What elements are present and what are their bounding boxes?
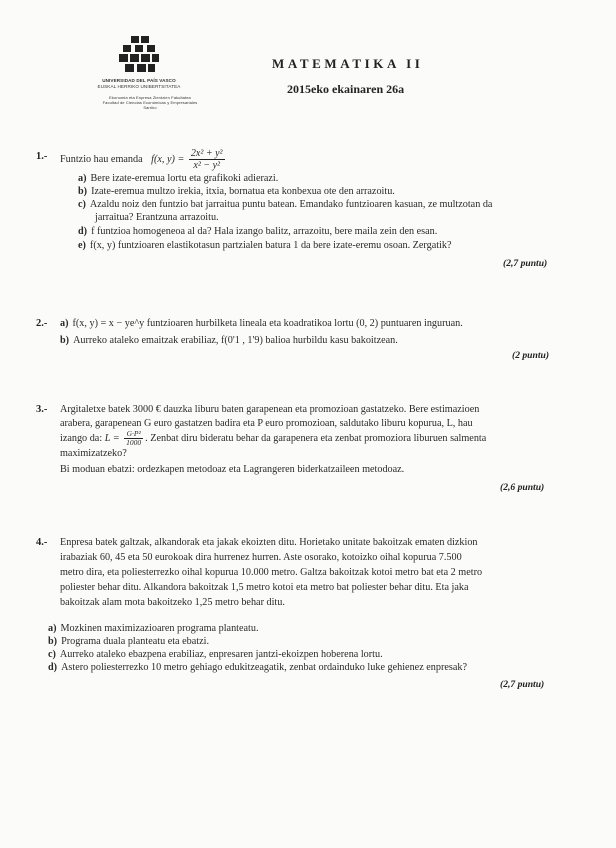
problem-1-function-denominator: x² − y² <box>193 160 221 171</box>
problem-1-intro: Funtzio hau emanda <box>60 153 143 165</box>
problem-4-line: poliester behar ditu. Alkandora bakoitzak 1,5 metro kotoi eta metro bat poliester behar ditu. Eta jaka <box>60 582 469 593</box>
problem-1-item-continuation: jarraitua? Erantzuna arrazoitu. <box>95 212 219 223</box>
problem-4-item: b) Programa duala planteatu eta ebatzi. <box>48 636 209 647</box>
problem-1-item: d) f funtzioa homogeneoa al da? Hala izango balitz, arrazoitu, bere maila zein den esan. <box>78 226 438 237</box>
problem-3-line: maximizatzeko? <box>60 448 127 459</box>
problem-3-line: Argitaletxe batek 3000 € dauzka liburu baten garapenean eta promozioan gastatzeko. Bere estimazioen <box>60 404 480 415</box>
problem-4-line: metro dira, eta poliesterrezko oihal kopurua 10.000 metro. Galtza bakoitzak kotoi metro bat eta 2 metro <box>60 567 483 578</box>
problem-4-line: Enpresa batek galtzak, alkandorak eta jakak ekoizten ditu. Horietako unitate bakoitzak ematen dizkion <box>60 537 478 548</box>
school-name-es: Facultad de Ciencias Económicas y Empresariales <box>102 100 198 106</box>
university-emblem-icon <box>117 36 161 76</box>
problem-3-formula-fraction <box>124 430 143 447</box>
problem-1-points: (2,7 puntu) <box>503 258 548 269</box>
problem-3-formula-lhs: L = <box>104 432 120 444</box>
problem-2-item: a) f(x, y) = x − ye^y funtzioaren hurbilketa lineala eta koadratikoa lortu (0, 2) puntuaren inguruan. <box>60 318 463 329</box>
problem-1-function-lhs: f(x, y) = <box>151 153 185 165</box>
problem-3-line: Bi moduan ebatzi: ordezkapen metodoaz eta Lagrangeren biderkatzaileen metodoaz. <box>60 464 405 475</box>
problem-3-formula-denominator: 1000 <box>126 438 142 447</box>
problem-4-line: bakoitzak alam mota bakoitzeko 1,25 metro behar ditu. <box>60 597 285 608</box>
problem-4-number: 4.- <box>36 537 48 548</box>
school-name-eu: Ekonomia eta Enpresa Zientzien Fakultatea <box>109 95 191 101</box>
problem-1-item: a) Bere izate-eremua lortu eta grafikoki adierazi. <box>78 173 279 184</box>
problem-4-points: (2,7 puntu) <box>500 679 545 690</box>
problem-1-statement <box>60 148 227 171</box>
problem-3-line: arabera, garapenean G euro gastatzen badira eta P euro promozioan, saldutako liburu kopurua, L, hau <box>60 418 473 429</box>
university-name-eu: EUSKAL HERRIKO UNIBERTSITATEA <box>97 83 181 89</box>
problem-2-item: b) Aurreko ataleko emaitzak erabiliaz, f(0'1 , 1'9) balioa hurbildu kasu bakoitzean. <box>60 335 398 346</box>
problem-1-item: b) Izate-eremua multzo irekia, itxia, bornatua eta konbexua ote den arrazoitu. <box>78 186 395 197</box>
problem-3-number: 3.- <box>36 404 48 415</box>
problem-3-points: (2,6 puntu) <box>500 482 545 493</box>
exam-title: MATEMATIKA II <box>272 56 424 71</box>
problem-1-number: 1.- <box>36 151 48 162</box>
problem-4-line: irabaziak 60, 45 eta 50 eurokoak dira hurrenez hurren. Aste osorako, kotoizko oihal kopurua 7.500 <box>60 552 462 563</box>
problem-3-formula-numerator: G·P² <box>124 430 143 439</box>
problem-2-points: (2 puntu) <box>512 350 550 361</box>
problem-4-item: d) Astero poliesterrezko 10 metro gehiago edukitzeagatik, zenbat ordainduko luke gehienez enpresak? <box>48 662 467 673</box>
problem-1-function-fraction <box>189 148 225 171</box>
problem-3-formula-line: izango da: L = $\frac{\text{G·P²}}{1000}$ . Zenbat diru bideratu behar da garapenera eta zenbat promoziora liburuen salmenta <box>60 429 487 447</box>
school-campus: Sarriko <box>143 105 157 111</box>
exam-date: 2015eko ekainaren 26a <box>287 82 405 96</box>
problem-1-function-numerator: 2x² + y² <box>190 148 223 159</box>
problem-1-item: e) f(x, y) funtzioaren elastikotasun partzialen batura 1 da bere izate-eremu osoan. Zergatik? <box>78 240 452 251</box>
problem-4-item: c) Aurreko ataleko ebazpena erabiliaz, enpresaren jantzi-ekoizpen hoberena lortu. <box>48 649 383 660</box>
problem-4-item: a) Mozkinen maximizazioaren programa planteatu. <box>48 623 259 634</box>
problem-1-item: c) Azaldu noiz den funtzio bat jarraitua puntu batean. Emandako funtzioaren kasuan, ze multzotan da <box>78 199 493 210</box>
university-name-es: UNIVERSIDAD DEL PAÍS VASCO <box>102 78 176 83</box>
problem-2-number: 2.- <box>36 318 48 329</box>
